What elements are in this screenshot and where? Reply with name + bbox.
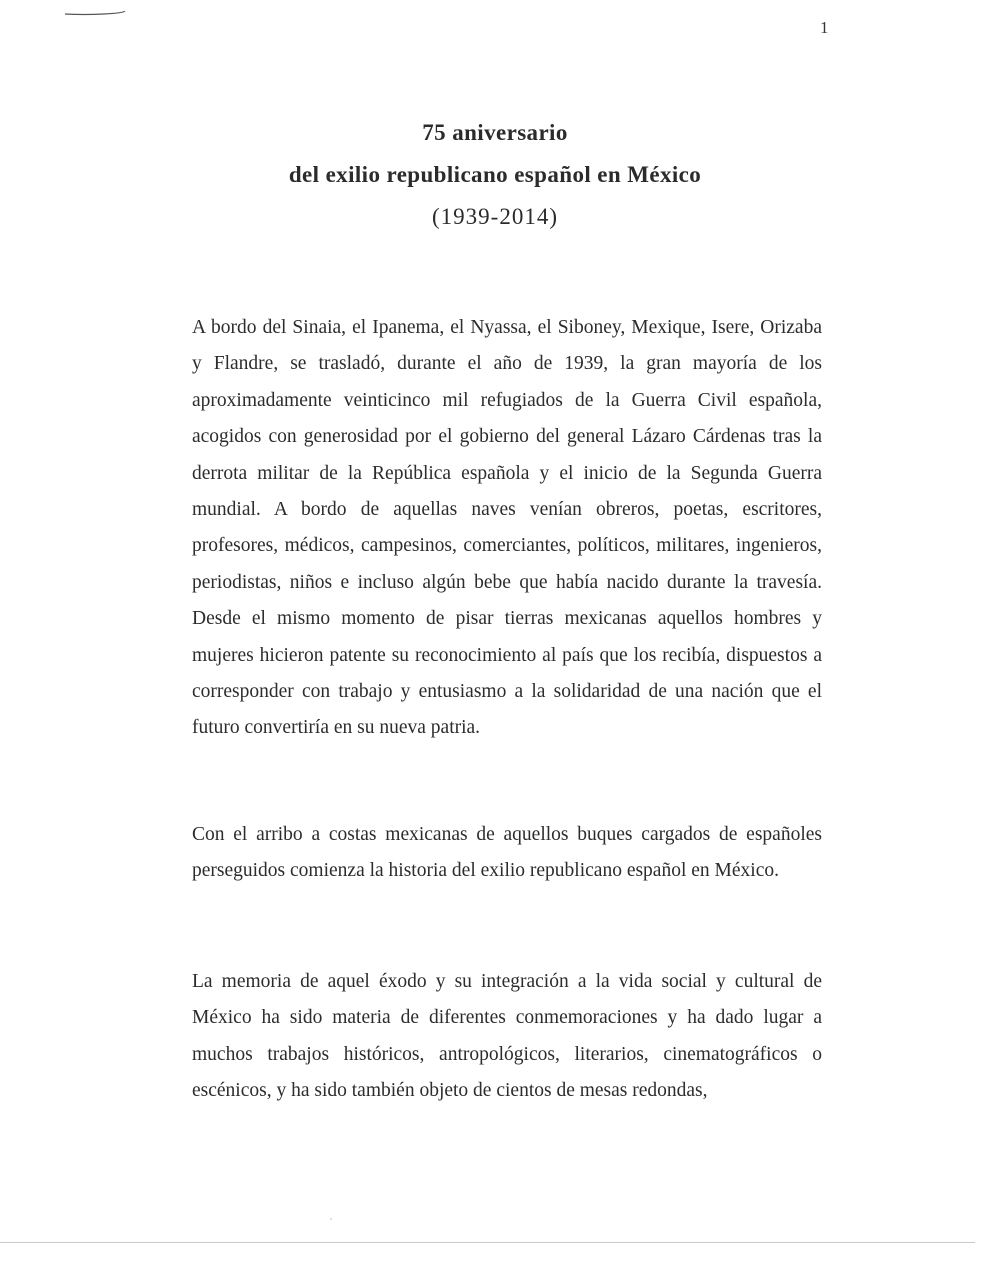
title-line-1: 75 aniversario — [422, 120, 568, 145]
title-line-2: del exilio republicano español en México — [288, 162, 702, 187]
paragraph-3: La memoria de aquel éxodo y su integración a la vida social y cultural de México ha sido materia de diferentes conmemoraciones y ha dado lugar a muchos trabajos históricos, antropológicos, literarios, cinematográficos o escénicos, y ha sido también objeto de cientos de mesas redondas, — [192, 971, 822, 1102]
title-block — [0, 112, 990, 238]
page-bottom-edge — [0, 1242, 975, 1243]
scan-mark — [64, 10, 126, 16]
paragraph-1: A bordo del Sinaia, el Ipanema, el Nyassa, el Siboney, Mexique, Isere, Orizaba y Flandre, se trasladó, durante el año de 1939, la gran mayoría de los aproximadamente veinticinco mil refugiados de la Guerra Civil española, acogidos con generosidad por el gobierno del general Lázaro Cárdenas tras la derrota militar de la República española y el inicio de la Segunda Guerra mundial. A bordo de aquellas naves venían obreros, poetas, escritores, profesores, médicos, campesinos, comerciantes, políticos, militares, ingenieros, periodistas, niños e incluso algún bebe que había nacido durante la travesía. Desde el mismo momento de pisar tierras mexicanas aquellos hombres y mujeres hicieron patente su reconocimiento al país que los recibía, dispuestos a corresponder con trabajo y entusiasmo a la solidaridad de una nación que el futuro convertiría en su nueva patria. — [192, 317, 822, 739]
page-number: 1 — [820, 18, 829, 37]
paragraph-2: Con el arribo a costas mexicanas de aquellos buques cargados de españoles perseguidos comienza la historia del exilio republicano español en México. — [192, 824, 822, 882]
scan-speck — [330, 1218, 332, 1220]
title-years: (1939-2014) — [432, 204, 558, 229]
